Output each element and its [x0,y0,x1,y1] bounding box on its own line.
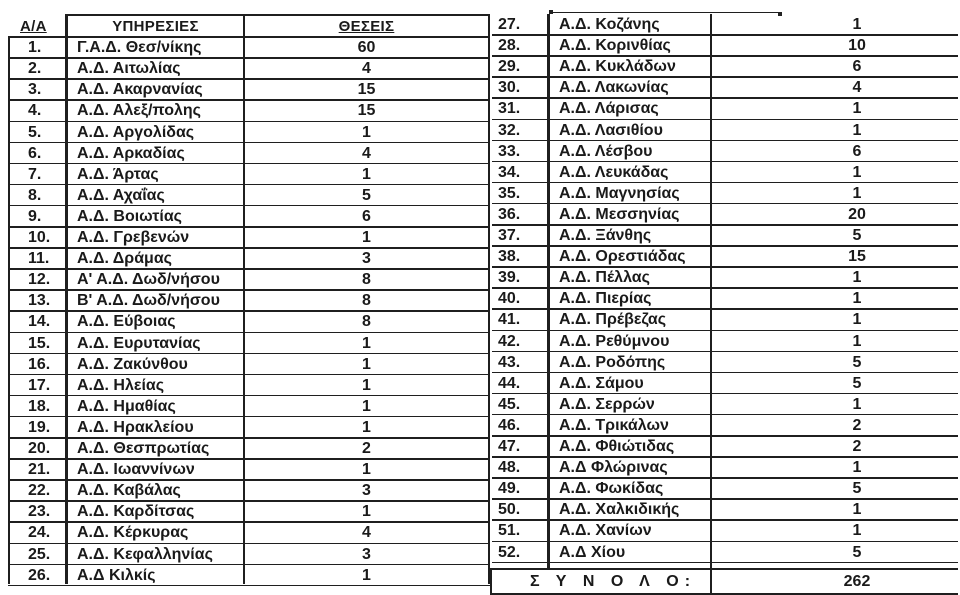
service-name: Α.Δ. Ορεστιάδας [559,248,686,266]
positions-value: 2 [362,440,371,457]
row-number: 26. [28,566,51,584]
service-name: Α.Δ. Γρεβενών [77,229,190,246]
service-name: Α.Δ Φλώρινας [559,459,668,477]
positions-value: 1 [852,311,862,329]
row-number: 41. [498,311,521,329]
service-name: Α.Δ. Ρεθύμνου [559,332,670,350]
service-name: Α.Δ. Εύβοιας [77,313,176,331]
positions-value: 1 [852,501,862,519]
positions-value: 1 [852,395,862,413]
total-label: Σ Υ Ν Ο Λ Ο: [530,572,697,590]
row-number: 21. [28,461,51,479]
row-number: 44. [498,374,521,392]
row-number: 47. [498,438,521,455]
row-number: 22. [28,482,51,500]
service-name: Α.Δ. Φωκίδας [559,480,664,498]
row-number: 32. [498,121,521,139]
service-name: Α.Δ Κιλκίς [77,566,156,584]
service-name: Α.Δ. Θεσπρωτίας [77,440,210,457]
row-number: 31. [498,100,521,118]
service-name: Α.Δ Χίου [559,543,626,561]
positions-value: 1 [852,163,862,181]
positions-value: 3 [362,250,371,268]
row-number: 39. [498,269,521,287]
positions-value: 1 [852,522,862,540]
positions-value: 1 [362,566,371,584]
row-number: 11. [28,250,50,268]
positions-value: 1 [362,418,371,436]
service-name: Α.Δ. Δράμας [77,250,172,268]
service-name: Β' Α.Δ. Δωδ/νήσου [77,292,220,310]
scan-top-line [550,12,780,13]
positions-value: 5 [852,227,862,244]
service-name: Α.Δ. Σερρών [559,395,655,413]
row-number: 42. [498,332,521,350]
positions-value: 1 [362,334,371,352]
service-name: Α.Δ. Ημαθίας [77,397,176,415]
row-number: 6. [28,144,42,162]
service-name: Α.Δ. Κορινθίας [559,37,671,55]
positions-value: 6 [852,142,862,160]
row-number: 48. [498,459,521,477]
positions-value: 1 [362,461,371,479]
header-services: ΥΠΗΡΕΣΙΕΣ [112,18,199,35]
header-positions: ΘΕΣΕΙΣ [338,18,395,35]
positions-value: 15 [357,102,376,120]
service-name: Γ.Α.Δ. Θεσ/νίκης [77,39,202,57]
service-name: Α.Δ. Βοιωτίας [77,207,182,225]
row-number: 8. [28,186,42,204]
row-number: 5. [28,123,42,141]
service-name: Α.Δ. Ξάνθης [559,227,652,244]
positions-value: 6 [362,207,371,225]
positions-value: 1 [852,269,862,287]
row-number: 17. [28,376,51,394]
service-name: Α.Δ. Άρτας [77,165,159,183]
row-number: 34. [498,163,521,181]
service-name: Α.Δ. Λακωνίας [559,79,669,97]
row-number: 7. [28,165,42,183]
row-number: 45. [498,395,521,413]
positions-value: 5 [362,186,371,204]
service-name: Α.Δ. Σάμου [559,374,644,392]
positions-value: 1 [362,355,371,373]
positions-value: 5 [852,543,862,561]
row-number: 29. [498,58,521,76]
service-name: Α.Δ. Καβάλας [77,482,181,500]
row-number: 52. [498,543,521,561]
service-name: Α.Δ. Αρκαδίας [77,144,185,162]
service-name: Α.Δ. Αλεξ/πολης [77,102,201,120]
positions-value: 20 [848,205,866,223]
positions-value: 5 [852,480,862,498]
positions-value: 4 [852,79,862,97]
positions-value: 1 [852,100,862,118]
row-number: 37. [498,227,521,244]
row-number: 25. [28,545,51,563]
row-number: 14. [28,313,51,331]
positions-value: 1 [362,503,371,521]
service-name: Α.Δ. Πέλλας [559,269,650,287]
row-number: 33. [498,142,521,160]
row-number: 28. [498,37,521,55]
service-name: Α.Δ. Φθιώτιδας [559,438,675,455]
positions-value: 4 [362,144,371,162]
row-number: 24. [28,524,51,542]
positions-value: 1 [362,397,371,415]
positions-value: 1 [852,121,862,139]
service-name: Α.Δ. Κέρκυρας [77,524,189,542]
service-name: Α.Δ. Μεσσηνίας [559,205,680,223]
service-name: Α.Δ. Τρικάλων [559,416,669,434]
row-number: 46. [498,416,521,434]
row-number: 13. [28,292,51,310]
service-name: Α.Δ. Ιωαννίνων [77,461,195,479]
service-name: Α.Δ. Κυκλάδων [559,58,676,76]
service-name: Α.Δ. Ηρακλείου [77,418,194,436]
total-left-border [490,569,492,594]
total-value: 262 [843,572,871,590]
service-name: Α.Δ. Μαγνησίας [559,184,680,202]
row-number: 35. [498,184,521,202]
row-number: 2. [28,60,42,78]
row-number: 38. [498,248,521,266]
row-number: 3. [28,81,42,99]
header-aa: Α/Α [20,18,47,35]
positions-value: 8 [362,271,371,289]
positions-value: 1 [362,376,371,394]
row-number: 30. [498,79,521,97]
positions-value: 1 [852,290,862,308]
row-number: 20. [28,440,51,457]
positions-value: 4 [362,60,371,78]
service-name: Α.Δ. Ροδόπης [559,353,666,371]
row-number: 50. [498,501,521,519]
positions-value: 1 [362,123,371,141]
row-number: 4. [28,102,42,120]
positions-value: 1 [362,229,371,246]
service-name: Α.Δ. Κεφαλληνίας [77,545,213,563]
positions-value: 4 [362,524,371,542]
service-name: Α.Δ. Λέσβου [559,142,653,160]
service-name: Α.Δ. Λευκάδας [559,163,669,181]
positions-value: 2 [852,438,862,455]
service-name: Α.Δ. Καρδίτσας [77,503,195,521]
row-number: 1. [28,39,42,57]
row-number: 12. [28,271,51,289]
positions-value: 2 [852,416,862,434]
positions-value: 1 [362,165,371,183]
service-name: Α.Δ. Λάρισας [559,100,659,118]
positions-value: 10 [848,37,866,55]
row-number: 40. [498,290,521,308]
row-number: 49. [498,480,521,498]
positions-value: 3 [362,482,371,500]
service-name: Α.Δ. Αιτωλίας [77,60,181,78]
service-name: Α' Α.Δ. Δωδ/νήσου [77,271,220,289]
positions-value: 60 [357,39,376,57]
positions-value: 5 [852,374,862,392]
row-number: 10. [28,229,51,246]
service-name: Α.Δ. Ακαρνανίας [77,81,203,99]
row-number: 9. [28,207,42,225]
row-number: 27. [498,16,521,33]
positions-value: 5 [852,353,862,371]
service-name: Α.Δ. Πρέβεζας [559,311,667,329]
service-name: Α.Δ. Ηλείας [77,376,165,394]
service-name: Α.Δ. Κοζάνης [559,16,660,33]
row-number: 19. [28,418,51,436]
right-row-line [492,562,958,564]
row-number: 51. [498,522,521,540]
service-name: Α.Δ. Λασιθίου [559,121,663,139]
service-name: Α.Δ. Ευρυτανίας [77,334,201,352]
service-name: Α.Δ. Αχαΐας [77,186,165,204]
positions-value: 15 [848,248,866,266]
row-number: 36. [498,205,521,223]
row-number: 16. [28,355,51,373]
positions-value: 15 [357,81,376,99]
positions-value: 1 [852,16,862,33]
positions-value: 6 [852,58,862,76]
positions-value: 1 [852,184,862,202]
positions-value: 3 [362,545,371,563]
positions-value: 8 [362,292,371,310]
positions-value: 1 [852,332,862,350]
service-name: Α.Δ. Χαλκιδικής [559,501,680,519]
row-number: 15. [28,334,51,352]
service-name: Α.Δ. Αργολίδας [77,123,195,141]
row-number: 18. [28,397,51,415]
service-name: Α.Δ. Χανίων [559,522,652,540]
service-name: Α.Δ. Πιερίας [559,290,652,308]
row-number: 43. [498,353,521,371]
positions-value: 1 [852,459,862,477]
service-name: Α.Δ. Ζακύνθου [77,355,188,373]
positions-value: 8 [362,313,371,331]
row-number: 23. [28,503,51,521]
